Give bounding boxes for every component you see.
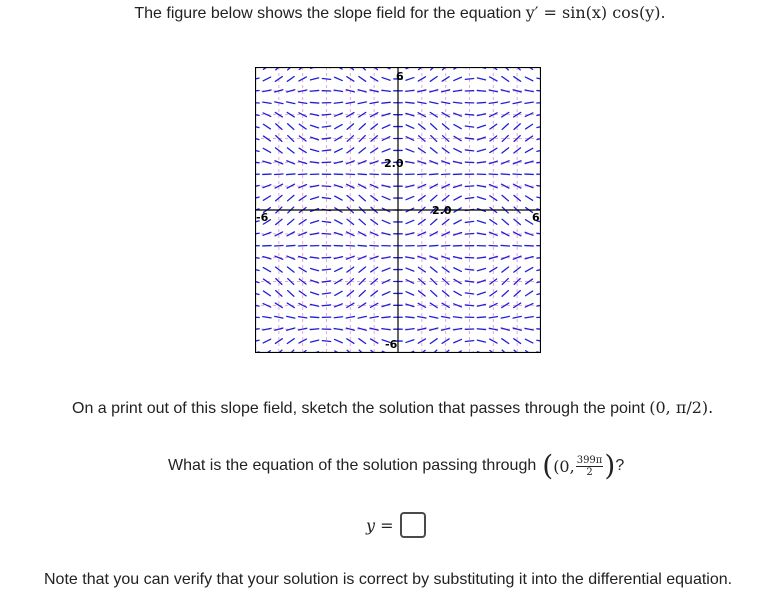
slope-segment: [275, 245, 283, 246]
slope-segment: [287, 339, 294, 344]
slope-segment: [430, 245, 438, 246]
slope-segment: [382, 220, 390, 223]
slope-segment: [525, 77, 533, 81]
slope-segment: [382, 149, 390, 152]
slope-segment: [335, 196, 342, 200]
answer-input[interactable]: [400, 512, 426, 538]
question-end: ?: [615, 457, 625, 474]
slope-segment: [310, 102, 318, 103]
slope-segment: [275, 102, 283, 104]
slope-segment: [513, 102, 521, 104]
intro-label: The figure below shows the slope field for the equation: [134, 5, 522, 22]
slope-segment: [502, 195, 508, 200]
slope-segment: [430, 339, 437, 344]
slope-segment: [430, 267, 437, 272]
slope-segment: [418, 102, 426, 103]
slope-segment: [299, 328, 307, 330]
slope-segment: [441, 245, 449, 246]
slope-segment: [335, 268, 343, 272]
slope-segment: [370, 317, 378, 318]
slope-segment: [322, 198, 330, 199]
slope-segment: [465, 293, 473, 294]
slope-segment: [406, 125, 414, 128]
slope-segment: [382, 257, 390, 259]
slope-segment: [322, 126, 330, 127]
slope-segment: [335, 125, 342, 129]
slope-segment: [454, 220, 461, 224]
slope-segment: [406, 220, 414, 223]
slope-segment: [311, 78, 319, 80]
slope-segment: [525, 317, 533, 318]
slope-segment: [525, 339, 533, 343]
slope-segment: [430, 148, 437, 153]
slope-segment: [311, 292, 319, 295]
slope-segment: [525, 148, 532, 152]
slope-segment: [382, 292, 390, 295]
slope-segment: [346, 102, 354, 104]
slope-segment: [263, 291, 270, 296]
slope-segment: [431, 124, 437, 130]
slope-segment: [288, 124, 294, 130]
slope-segment: [382, 102, 390, 103]
slope-segment: [335, 77, 343, 80]
slope-segment: [477, 197, 485, 199]
slope-segment: [346, 316, 354, 318]
slope-segment: [311, 125, 319, 128]
slope-segment: [287, 245, 295, 246]
slope-segment: [322, 114, 330, 115]
slope-segment: [287, 316, 295, 318]
slope-segment: [310, 185, 318, 187]
slope-segment: [406, 78, 414, 81]
slope-segment: [370, 102, 378, 103]
slope-segment: [322, 234, 330, 235]
slope-segment: [477, 78, 485, 80]
slope-segment: [406, 268, 414, 271]
slope-segment: [346, 245, 354, 246]
slope-segment: [502, 339, 509, 344]
slope-segment: [406, 317, 414, 318]
slope-segment: [288, 291, 294, 297]
slope-segment: [525, 102, 533, 103]
slope-segment: [406, 196, 414, 199]
slope-segment: [513, 316, 521, 318]
slope-segment: [513, 245, 521, 246]
slope-segment: [501, 174, 509, 175]
slope-segment: [465, 234, 473, 235]
slope-segment: [382, 196, 390, 199]
question-point-open: (0,: [553, 456, 575, 476]
slope-segment: [489, 102, 497, 103]
slope-segment: [442, 102, 450, 104]
slope-segment: [358, 174, 366, 175]
slope-segment: [287, 174, 295, 175]
slope-segment: [406, 162, 414, 164]
x-axis-min-label: -6: [256, 211, 269, 224]
slope-segment: [477, 185, 485, 187]
slope-segment: [335, 149, 343, 153]
slope-segment: [477, 90, 485, 91]
slope-segment: [465, 269, 473, 270]
slope-segment: [430, 316, 438, 318]
slope-segment: [502, 267, 509, 272]
slope-segment: [502, 148, 509, 153]
slope-segment: [322, 293, 330, 294]
slope-segment: [359, 195, 365, 201]
fraction-denominator: 2: [586, 466, 593, 478]
slope-segment: [322, 305, 330, 306]
slope-segment: [406, 292, 414, 295]
slope-segment: [430, 102, 438, 104]
slope-segment: [359, 219, 365, 225]
slope-segment: [525, 328, 533, 330]
instruction-point: (0, π/2).: [649, 398, 714, 417]
slope-segment: [382, 268, 390, 271]
slope-segment: [275, 316, 283, 318]
instruction-text: [72, 398, 713, 418]
slope-segment: [311, 268, 319, 270]
slope-segment: [477, 292, 485, 295]
slope-segment: [299, 90, 307, 92]
slope-segment: [359, 267, 366, 272]
slope-segment: [288, 219, 294, 224]
slope-segment: [501, 102, 509, 104]
slope-segment: [310, 317, 318, 318]
slope-segment: [465, 341, 473, 342]
slope-segment: [322, 269, 330, 270]
slope-segment: [526, 196, 533, 200]
slope-segment: [334, 102, 342, 103]
x-axis-max-label: 6: [532, 211, 540, 224]
slope-segment: [477, 233, 485, 235]
slope-segment: [322, 150, 330, 151]
slope-segment: [454, 339, 462, 342]
instruction-label: On a print out of this slope field, sketch the solution that passes through the point: [72, 400, 645, 417]
slope-segment: [335, 291, 342, 295]
y-axis-min-label: -6: [385, 338, 398, 351]
slope-segment: [359, 76, 366, 81]
slope-segment: [322, 186, 330, 187]
slope-field-figure: [255, 67, 541, 353]
slope-segment: [310, 114, 318, 116]
slope-segment: [477, 304, 485, 306]
slope-segment: [477, 114, 485, 116]
answer-row: [366, 512, 426, 538]
x-axis-tick-label: 2.0: [432, 204, 452, 217]
slope-segment: [382, 78, 390, 81]
slope-segment: [431, 219, 437, 225]
slope-segment: [465, 150, 473, 151]
slope-segment: [359, 124, 365, 130]
slope-segment: [299, 317, 307, 318]
slope-segment: [263, 77, 271, 81]
slope-segment: [263, 196, 270, 200]
slope-segment: [454, 291, 461, 295]
slope-segment: [382, 317, 390, 318]
slope-segment: [430, 174, 438, 175]
slope-segment: [477, 268, 485, 270]
slope-segment: [477, 221, 485, 223]
slope-segment: [287, 77, 294, 82]
slope-segment: [525, 90, 533, 92]
slope-segment: [453, 317, 461, 318]
slope-segment: [406, 340, 414, 343]
slope-segment: [299, 102, 307, 103]
slope-segment: [465, 198, 473, 199]
slope-segment: [359, 148, 366, 153]
slope-segment: [454, 196, 461, 200]
slope-segment: [418, 317, 426, 318]
slope-segment: [263, 328, 271, 330]
question-text: What is the equation of the solution passing through ( (0, $\frac{399\pi}{2}$ ) ?: [168, 449, 625, 482]
slope-segment: [489, 317, 497, 318]
slope-segment: [453, 102, 461, 103]
slope-segment: [382, 125, 390, 128]
y-axis-max-label: 6: [396, 70, 404, 83]
slope-segment: [358, 102, 366, 104]
slope-segment: [263, 90, 271, 92]
slope-segment: [502, 124, 508, 130]
slope-segment: [263, 148, 270, 152]
slope-segment: [454, 149, 462, 153]
slope-segment: [359, 291, 365, 297]
slope-segment: [263, 124, 270, 129]
slope-segment: [322, 341, 330, 342]
slope-segment: [501, 245, 509, 246]
slope-segment: [477, 317, 485, 318]
slope-segment: [311, 149, 319, 151]
slope-segment: [263, 317, 271, 318]
slope-segment: [526, 124, 533, 129]
slope-segment: [489, 328, 497, 330]
slope-segment: [502, 219, 508, 224]
fraction-numerator: 399π: [576, 454, 603, 466]
slope-segment: [454, 77, 462, 80]
y-axis-tick-label: 2.0: [384, 157, 404, 170]
slope-segment: [501, 316, 509, 318]
slope-segment: [431, 291, 437, 297]
question-fraction: [576, 455, 604, 478]
slope-segment: [335, 339, 343, 342]
slope-segment: [465, 114, 473, 115]
slope-segment: [335, 220, 342, 224]
slope-segment: [358, 245, 366, 246]
slope-segment: [359, 339, 366, 344]
slope-segment: [358, 316, 366, 318]
slope-segment: [431, 195, 437, 201]
slope-segment: [454, 268, 462, 272]
slope-segment: [275, 174, 283, 175]
slope-segment: [477, 125, 485, 128]
slope-segment: [263, 268, 270, 272]
slope-segment: [430, 76, 437, 81]
slope-segment: [454, 125, 461, 129]
slope-segment: [465, 305, 473, 306]
question-label: What is the equation of the solution passing through: [168, 457, 537, 474]
slope-segment: [465, 126, 473, 127]
intro-equation: y′ = sin(x) cos(y).: [525, 3, 666, 22]
slope-segment: [442, 316, 450, 318]
slope-segment: [322, 221, 330, 222]
note-text: Note that you can verify that your solution is correct by substituting it into the differential equation.: [44, 571, 733, 588]
intro-text: [0, 3, 775, 23]
slope-segment: [263, 102, 271, 103]
slope-segment: [465, 78, 473, 79]
slope-segment: [310, 329, 318, 330]
slope-segment: [502, 291, 508, 297]
slope-segment: [465, 221, 473, 222]
slope-segment: [334, 317, 342, 318]
slope-segment: [406, 257, 414, 259]
slope-segment: [441, 174, 449, 175]
slope-segment: [406, 102, 414, 103]
slope-segment: [489, 90, 497, 92]
slope-segment: [322, 78, 330, 79]
slope-segment: [502, 77, 509, 82]
slope-segment: [287, 267, 294, 272]
slope-segment: [477, 329, 485, 330]
slope-segment: [477, 102, 485, 103]
slope-segment: [287, 148, 294, 153]
slope-segment: [287, 102, 295, 104]
slope-segment: [526, 291, 533, 296]
slope-segment: [310, 304, 318, 306]
slope-segment: [311, 197, 319, 199]
slope-segment: [310, 90, 318, 91]
slope-segment: [525, 268, 532, 272]
slope-segment: [465, 186, 473, 187]
slope-segment: [477, 149, 485, 151]
slope-segment: [311, 221, 319, 223]
slope-segment: [263, 339, 271, 343]
slope-segment: [406, 149, 414, 152]
slope-segment: [513, 174, 521, 175]
slope-segment: [288, 195, 294, 200]
slope-segment: [310, 233, 318, 235]
slope-segment: [477, 340, 485, 342]
slope-segment: [346, 174, 354, 175]
slope-segment: [311, 340, 319, 342]
answer-label: y =: [366, 515, 394, 535]
